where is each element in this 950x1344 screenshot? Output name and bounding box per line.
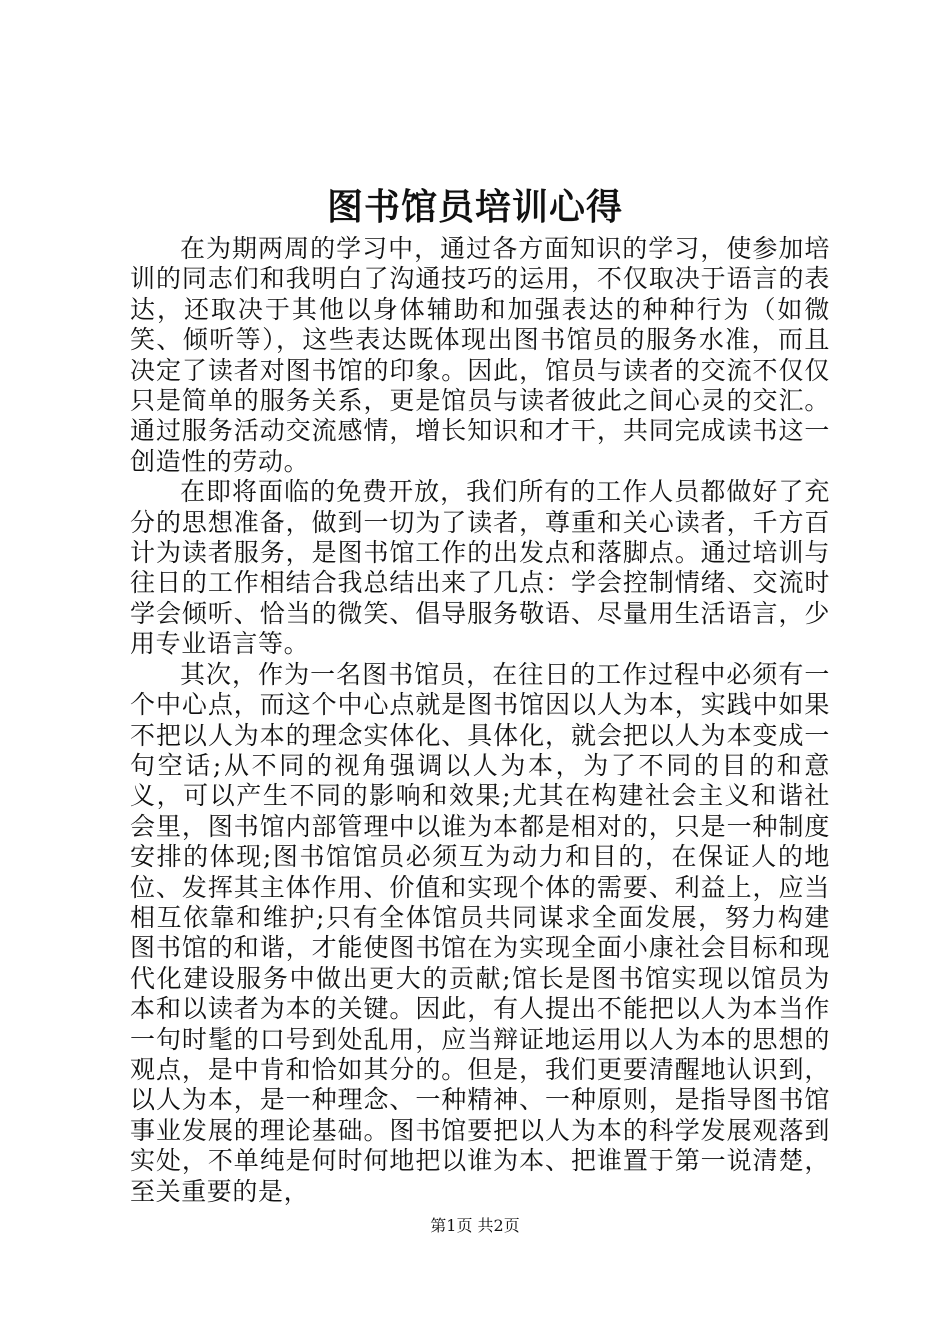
document-body [130, 234, 830, 1207]
paragraph-1: 在为期两周的学习中，通过各方面知识的学习，使参加培训的同志们和我明白了沟通技巧的运用，不仅取决于语言的表达，还取决于其他以身体辅助和加强表达的种种行为（如微笑、倾听等），这些表达既体现出图书馆员的服务水准，而且决定了读者对图书馆的印象。因此，馆员与读者的交流不仅仅只是简单的服务关系，更是馆员与读者彼此之间心灵的交汇。通过服务活动交流感情，增长知识和才干，共同完成读书这一创造性的劳动。 [130, 234, 830, 476]
paragraph-2: 在即将面临的免费开放，我们所有的工作人员都做好了充分的思想准备，做到一切为了读者，尊重和关心读者，千方百计为读者服务，是图书馆工作的出发点和落脚点。通过培训与往日的工作相结合我总结出来了几点：学会控制情绪、交流时学会倾听、恰当的微笑、倡导服务敬语、尽量用生活语言，少用专业语言等。 [130, 477, 830, 659]
page-footer: 第1页 共2页 [430, 1216, 520, 1235]
paragraph-3: 其次，作为一名图书馆员，在往日的工作过程中必须有一个中心点，而这个中心点就是图书馆因以人为本，实践中如果不把以人为本的理念实体化、具体化，就会把以人为本变成一句空话;从不同的视角强调以人为本，为了不同的目的和意义，可以产生不同的影响和效果;尤其在构建社会主义和谐社会里，图书馆内部管理中以谁为本都是相对的，只是一种制度安排的体现;图书馆馆员必须互为动力和目的，在保证人的地位、发挥其主体作用、价值和实现个体的需要、利益上，应当相互依靠和维护;只有全体馆员共同谋求全面发展，努力构建图书馆的和谐，才能使图书馆在为实现全面小康社会目标和现代化建设服务中做出更大的贡献;馆长是图书馆实现以馆员为本和以读者为本的关键。因此，有人提出不能把以人为本当作一句时髦的口号到处乱用，应当辩证地运用以人为本的思想的观点，是中肯和恰如其分的。但是，我们更要清醒地认识到，以人为本，是一种理念、一种精神、一种原则，是指导图书馆事业发展的理论基础。图书馆要把以人为本的科学发展观落到实处，不单纯是何时何地把以谁为本、把谁置于第一说清楚，至关重要的是， [130, 659, 830, 1206]
document-title: 图书馆员培训心得 [326, 186, 623, 228]
